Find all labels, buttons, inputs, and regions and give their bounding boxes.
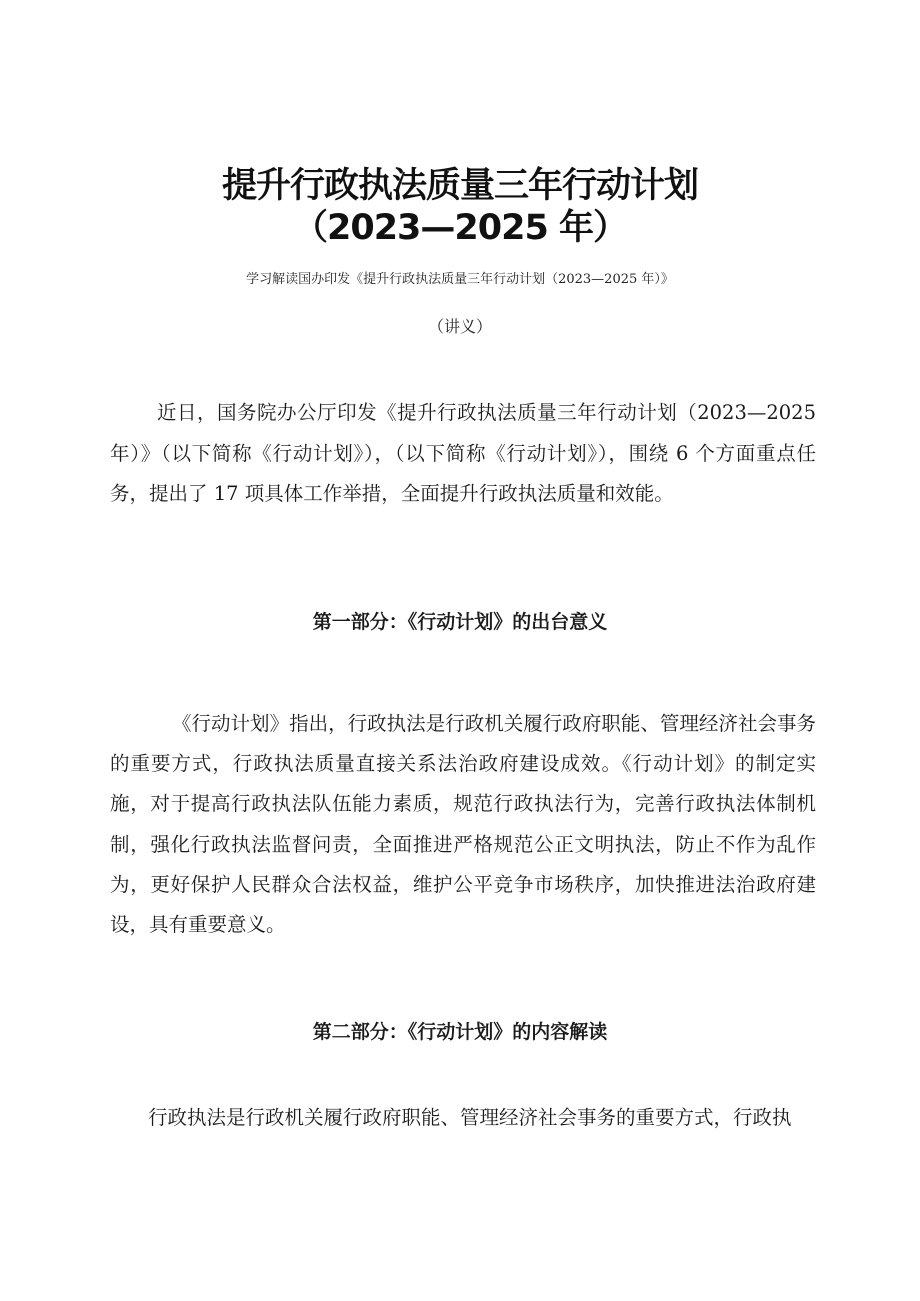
section-heading-interpretation: 第二部分：《行动计划》的内容解读	[312, 1021, 608, 1043]
section-paragraph-interpretation: 行政执法是行政机关履行政府职能、管理经济社会事务的重要方式，行政执	[148, 1106, 792, 1129]
document-subtitle: 学习解读国办印发《提升行政执法质量三年行动计划（2023—2025 年）》	[246, 272, 674, 287]
intro-paragraph: 近日，国务院办公厅印发《提升行政执法质量三年行动计划（2023—2025 年）》（以下简称《行动计划》），（以下简称《行动计划》），围绕 6 个方面重点任务，提出了 17 项具体工作举措，全面提升行政执法质量和效能。	[110, 401, 816, 505]
lecture-label: （讲义）	[427, 317, 492, 336]
document-title-line2: （2023—2025 年）	[292, 208, 627, 248]
section-heading-significance: 第一部分：《行动计划》的出台意义	[312, 611, 608, 633]
document-title-line1: 提升行政执法质量三年行动计划	[221, 166, 698, 206]
section-paragraph-significance: 《行动计划》指出，行政执法是行政机关履行政府职能、管理经济社会事务的重要方式，行政执法质量直接关系法治政府建设成效。《行动计划》的制定实施，对于提高行政执法队伍能力素质，规范行政执法行为，完善行政执法体制机制，强化行政执法监督问责，全面推进严格规范公正文明执法，防止不作为乱作为，更好保护人民群众合法权益，维护公平竞争市场秩序，加快推进法治政府建设，具有重要意义。	[110, 712, 816, 937]
